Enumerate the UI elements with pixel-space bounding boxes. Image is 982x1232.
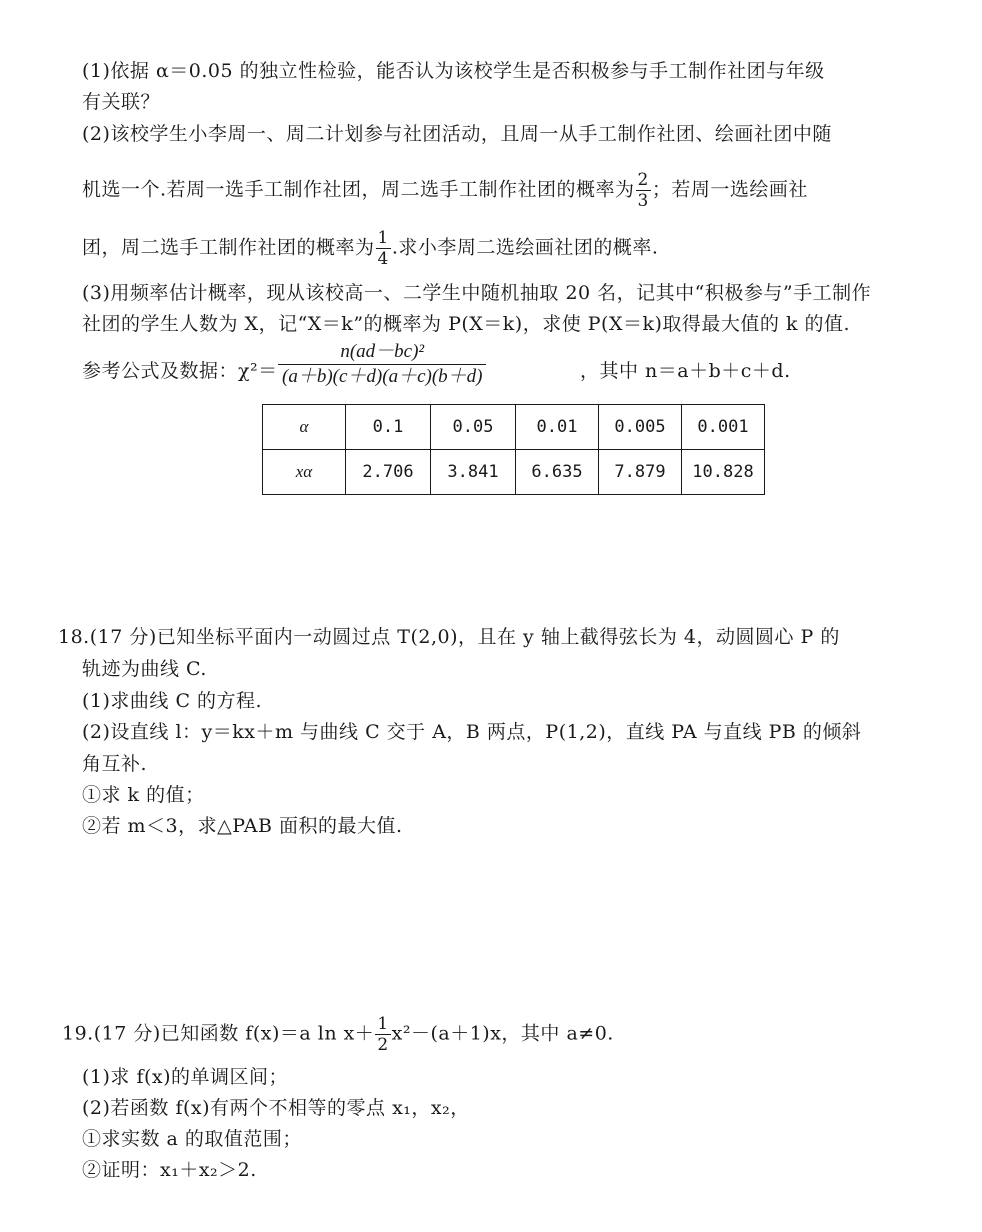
table-row xyxy=(263,405,765,450)
q17-part2-line1: (2)该校学生小李周一、周二计划参与社团活动，且周一从手工制作社团、绘画社团中随 xyxy=(82,123,832,145)
q19-line1-text-b: x²－(a＋1)x，其中 a≠0. xyxy=(391,1022,614,1045)
table-cell: 0.01 xyxy=(516,405,599,450)
q19-line5: ②证明：x₁＋x₂＞2. xyxy=(82,1159,257,1181)
fraction-numerator: 1 xyxy=(377,1014,389,1034)
q18-line7: ②若 m＜3，求△PAB 面积的最大值. xyxy=(82,815,403,837)
table-cell: 10.828 xyxy=(682,450,765,495)
fraction-numerator: 2 xyxy=(637,170,649,190)
table-cell: 0.005 xyxy=(599,405,682,450)
q17-part2-line3-text-b: .求小李周二选绘画社团的概率. xyxy=(391,236,659,259)
q17-part2-line3-text-a: 团，周二选手工制作社团的概率为 xyxy=(82,236,375,259)
q17-part2-line2-text-b: ；若周一选绘画社 xyxy=(651,178,808,201)
q18-line5: 角互补. xyxy=(82,753,148,775)
critical-value-table xyxy=(262,404,765,495)
table-cell: 0.05 xyxy=(431,405,516,450)
q18-line4: (2)设直线 l：y＝kx＋m 与曲线 C 交于 A，B 两点，P(1,2)，直线 PA 与直线 PB 的倾斜 xyxy=(82,721,862,743)
table-cell: 2.706 xyxy=(346,450,431,495)
chi-square-formula-fraction xyxy=(278,340,486,389)
formula-denominator: (a＋b)(c＋d)(a＋c)(b＋d) xyxy=(282,366,483,387)
reference-formula-tail: ，其中 n＝a＋b＋c＋d. xyxy=(580,360,791,382)
table-cell: 0.1 xyxy=(346,405,431,450)
q17-part2-line3 xyxy=(82,228,658,269)
q18-line1: 18.(17 分)已知坐标平面内一动圆过点 T(2,0)，且在 y 轴上截得弦长为 4，动圆圆心 P 的 xyxy=(58,626,840,648)
table-header-x-alpha: xα xyxy=(263,450,346,495)
q17-part3-line2: 社团的学生人数为 X，记“X＝k”的概率为 P(X＝k)，求使 P(X＝k)取得最大值的 k 的值. xyxy=(82,313,851,335)
table-cell: 7.879 xyxy=(599,450,682,495)
q17-part2-line2-text-a: 机选一个.若周一选手工制作社团，周二选手工制作社团的概率为 xyxy=(82,178,635,201)
q19-line4: ①求实数 a 的取值范围； xyxy=(82,1128,302,1150)
q19-line1 xyxy=(62,1014,614,1055)
fraction-denominator: 2 xyxy=(377,1035,389,1055)
fraction-denominator: 3 xyxy=(637,191,649,211)
table-cell: 3.841 xyxy=(431,450,516,495)
q17-part2-line2 xyxy=(82,170,808,211)
q18-line3: (1)求曲线 C 的方程. xyxy=(82,690,263,712)
q17-part1-line1: (1)依据 α＝0.05 的独立性检验，能否认为该校学生是否积极参与手工制作社团与年级 xyxy=(82,60,825,82)
fraction-one-half xyxy=(375,1014,390,1055)
fraction-one-quarter xyxy=(376,228,391,269)
q19-line2: (1)求 f(x)的单调区间； xyxy=(82,1066,289,1088)
q18-line2: 轨迹为曲线 C. xyxy=(82,658,207,680)
q17-part3-line1: (3)用频率估计概率，现从该校高一、二学生中随机抽取 20 名，记其中“积极参与”手工制作 xyxy=(82,282,872,304)
fraction-denominator: 4 xyxy=(377,249,389,269)
q19-line3: (2)若函数 f(x)有两个不相等的零点 x₁，x₂， xyxy=(82,1097,470,1119)
table-cell: 6.635 xyxy=(516,450,599,495)
table-row xyxy=(263,450,765,495)
table-cell: 0.001 xyxy=(682,405,765,450)
fraction-two-thirds xyxy=(636,170,651,211)
reference-formula-label: 参考公式及数据：χ²＝ xyxy=(82,360,278,382)
q18-line6: ①求 k 的值； xyxy=(82,784,205,806)
fraction-numerator: 1 xyxy=(377,228,389,248)
q19-line1-text-a: 19.(17 分)已知函数 f(x)＝a ln x＋ xyxy=(62,1022,375,1045)
formula-numerator: n(ad－bc)² xyxy=(278,340,486,365)
table-header-alpha: α xyxy=(263,405,346,450)
q17-part1-line2: 有关联？ xyxy=(82,91,161,113)
